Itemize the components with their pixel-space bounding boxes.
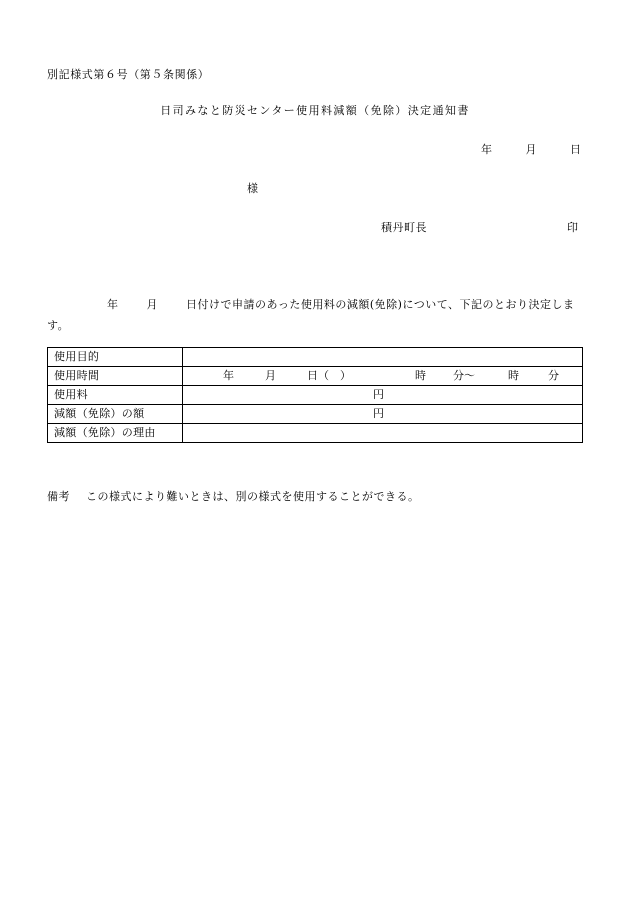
row-label: 使用目的 — [48, 348, 183, 367]
time-hour-start: 時 — [415, 369, 426, 382]
date-year: 年 — [481, 143, 492, 156]
fee-value — [183, 386, 583, 405]
usage-time-value — [183, 367, 583, 386]
remarks-text: この様式により難いときは、別の様式を使用することができる。 — [86, 490, 420, 503]
table-row — [48, 424, 583, 443]
time-year: 年 — [223, 369, 234, 382]
table-row — [48, 348, 583, 367]
body-text: 日付けで申請のあった使用料の減額(免除)について、下記のとおり決定します。 — [47, 298, 575, 332]
time-hour-end: 時 — [508, 369, 519, 382]
decision-statement — [47, 294, 583, 336]
body-year: 年 — [107, 298, 119, 311]
remarks — [47, 488, 420, 504]
date-day: 日 — [570, 143, 581, 156]
usage-details-table — [47, 347, 583, 443]
table-row — [48, 386, 583, 405]
reduction-reason-value — [183, 424, 583, 443]
seal-mark: 印 — [567, 221, 578, 234]
issue-date — [481, 141, 581, 157]
document-title: 日司みなと防災センター使用料減額（免除）決定通知書 — [160, 104, 470, 117]
time-minute-start: 分～ — [453, 369, 475, 382]
issuer-name: 積丹町長 — [381, 221, 427, 234]
row-label: 減額（免除）の額 — [48, 405, 183, 424]
time-month: 月 — [265, 369, 276, 382]
row-label: 減額（免除）の理由 — [48, 424, 183, 443]
row-label: 使用時間 — [48, 367, 183, 386]
table-row — [48, 405, 583, 424]
yen-unit: 円 — [373, 388, 384, 401]
time-minute-end: 分 — [548, 369, 559, 382]
table-row — [48, 367, 583, 386]
time-day: 日（ ） — [307, 369, 351, 382]
addressee-suffix: 様 — [247, 182, 258, 195]
row-label: 使用料 — [48, 386, 183, 405]
form-number: 別記様式第６号（第５条関係） — [47, 68, 210, 81]
reduction-amount-value — [183, 405, 583, 424]
yen-unit: 円 — [373, 407, 384, 420]
body-month: 月 — [146, 298, 158, 311]
remarks-label: 備考 — [47, 490, 70, 503]
date-month: 月 — [525, 143, 537, 156]
purpose-value — [183, 348, 583, 367]
